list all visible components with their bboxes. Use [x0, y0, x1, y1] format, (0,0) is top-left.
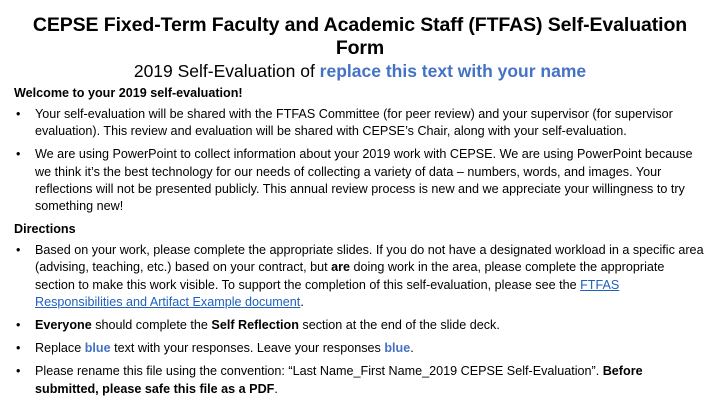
bullet-text: We are using PowerPoint to collect information about your 2019 work with CEPSE. We are using PowerPoint because we think it’s the best technology for our needs of collecting a variety of data – numbers, words, and images. Your reflections will not be presented publicly. This annual review process is new and we appreciate your willingness to try something new!	[35, 147, 693, 214]
bullet-marker: •	[16, 107, 21, 121]
list-item	[14, 340, 706, 357]
list-item	[14, 146, 706, 215]
ftfas-document-link[interactable]: FTFAS Responsibilities and Artifact Example document	[35, 277, 620, 309]
page-title: CEPSE Fixed-Term Faculty and Academic Staff (FTFAS) Self-Evaluation Form	[32, 14, 688, 59]
list-item	[14, 317, 706, 334]
blue-word: blue	[384, 341, 411, 356]
emphasis-everyone: Everyone	[35, 318, 92, 333]
text-run: should complete the	[91, 318, 212, 333]
list-item	[14, 106, 706, 140]
subtitle-prefix: 2019 Self-Evaluation of	[133, 61, 320, 81]
text-run: .	[274, 381, 278, 396]
text-run: text with your responses. Leave your responses	[110, 341, 385, 356]
text-run: Please rename this file using the convention: “Last Name_First Name_2019 CEPSE Self-Evaluation”.	[35, 364, 603, 379]
bullet-marker: •	[16, 318, 21, 333]
emphasis-pdf: Before submitted, please safe this file as a PDF	[35, 364, 643, 396]
blue-word: blue	[84, 341, 111, 356]
bullet-text: Your self-evaluation will be shared with the FTFAS Committee (for peer review) and your supervisor (for supervisor evaluation). This review and evaluation will be shared with CEPSE’s Chair, along with your self-evaluation.	[35, 107, 673, 139]
bullet-text	[35, 341, 414, 355]
list-item	[14, 363, 706, 397]
bullet-marker: •	[16, 147, 21, 162]
bullet-marker: •	[16, 364, 21, 379]
bullet-text	[35, 243, 704, 309]
bullet-text	[35, 318, 500, 332]
welcome-heading: Welcome to your 2019 self-evaluation!	[14, 86, 243, 100]
emphasis-are: are	[331, 260, 351, 275]
list-item	[14, 242, 706, 311]
welcome-list	[14, 106, 706, 215]
directions-heading: Directions	[14, 222, 76, 237]
bullet-text	[35, 364, 643, 395]
text-run: Replace	[35, 341, 85, 356]
bullet-marker: •	[16, 243, 21, 258]
emphasis-self-reflection: Self Reflection	[211, 318, 299, 333]
text-run: .	[410, 341, 414, 356]
directions-list	[14, 242, 706, 398]
name-placeholder[interactable]: replace this text with your name	[319, 61, 587, 81]
text-run: section at the end of the slide deck.	[298, 318, 500, 333]
text-run: .	[300, 294, 304, 309]
bullet-marker: •	[16, 341, 21, 356]
text-run: Based on your work, please complete the appropriate slides. If you do not have a designated workload in a specific area (advising, teaching, etc.) based on your contract, but	[35, 243, 704, 275]
page-subtitle	[14, 60, 706, 82]
text-run: doing work in the area, please complete the appropriate section to make this work visible. To support the completion of this self-evaluation, please see the	[35, 260, 665, 292]
